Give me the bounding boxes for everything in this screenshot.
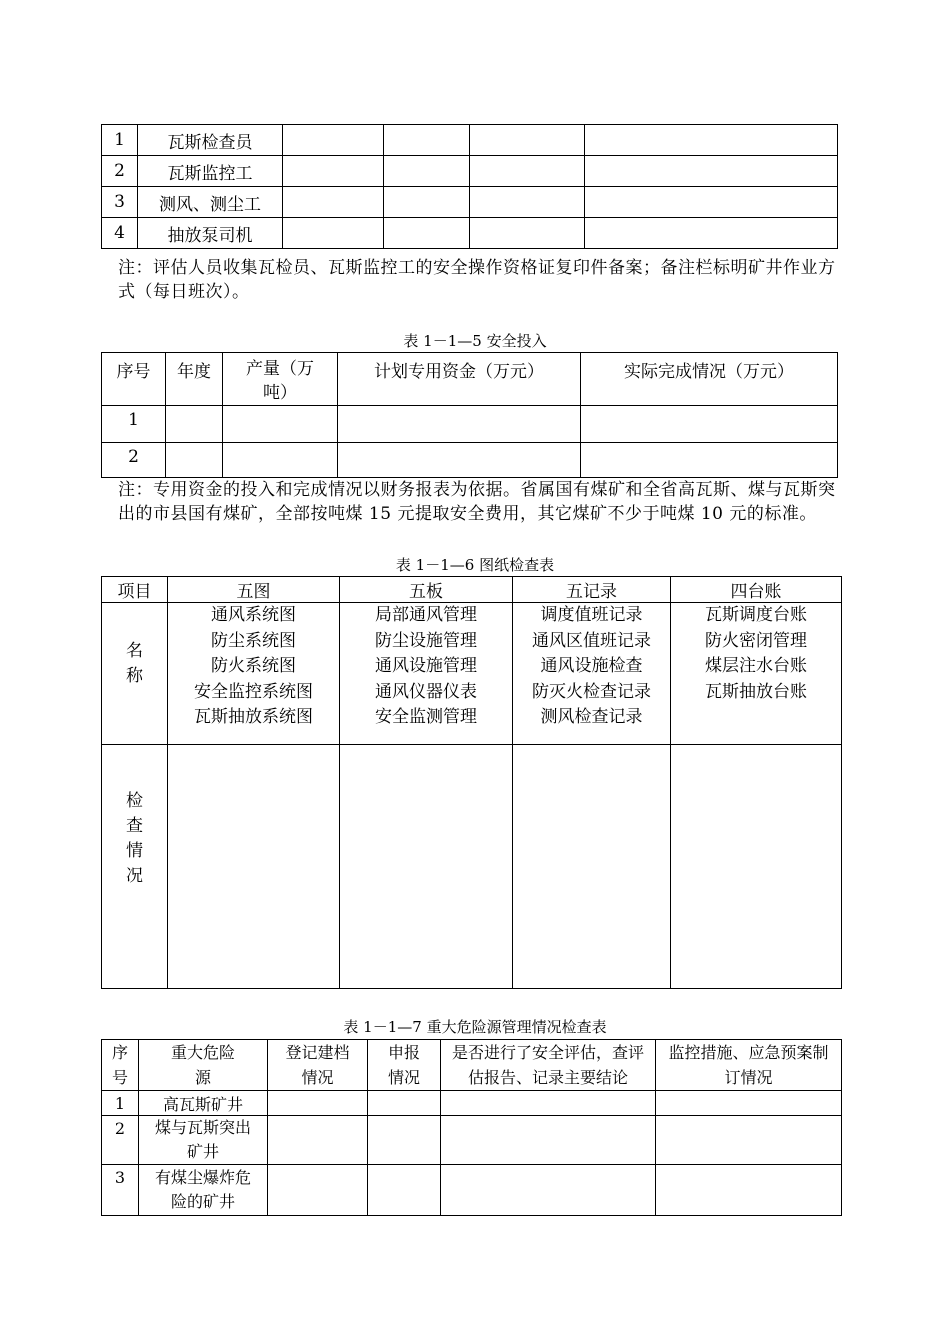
five-drawings-cell — [168, 603, 340, 745]
table-row — [102, 187, 838, 218]
table-row — [102, 218, 838, 249]
col-header: 重大危险源 — [139, 1040, 268, 1091]
list-item: 防火密闭管理 — [705, 630, 807, 651]
row-number: 3 — [102, 187, 138, 218]
hazard-table — [101, 1039, 842, 1216]
four-ledgers-cell — [671, 603, 842, 745]
role-cell: 测风、测尘工 — [138, 187, 283, 218]
row-number: 2 — [102, 1116, 139, 1165]
five-boards-cell — [340, 603, 513, 745]
col-header: 实际完成情况（万元） — [581, 353, 838, 406]
list-item: 瓦斯抽放台账 — [705, 681, 807, 702]
list-item: 通风区值班记录 — [532, 630, 651, 651]
col-header: 是否进行了安全评估，查评估报告、记录主要结论 — [441, 1040, 656, 1091]
table-row — [102, 406, 838, 443]
list-item: 防火系统图 — [211, 656, 296, 677]
table-header-row — [102, 1040, 842, 1091]
table-row — [102, 1165, 842, 1216]
hazard-source: 煤与瓦斯突出矿井 — [139, 1116, 268, 1165]
list-item: 防尘设施管理 — [375, 630, 477, 651]
check-label: 检查情况 — [102, 745, 168, 989]
names-row — [102, 603, 842, 745]
list-item: 测风检查记录 — [540, 707, 643, 728]
list-item: 防尘系统图 — [211, 630, 296, 651]
row-number: 1 — [102, 406, 166, 443]
col-header: 项目 — [102, 577, 168, 603]
investment-caption: 表 1－1—5 安全投入 — [403, 332, 547, 350]
row-number: 1 — [102, 125, 138, 156]
staff-note: 注：评估人员收集瓦检员、瓦斯监控工的安全操作资格证复印件备案；备注栏标明矿井作业方式（每日班次）。 — [118, 258, 836, 302]
list-item: 安全监控系统图 — [194, 681, 313, 702]
five-records-cell — [513, 603, 671, 745]
hazard-caption: 表 1－1—7 重大危险源管理情况检查表 — [343, 1018, 607, 1036]
table-row — [102, 156, 838, 187]
list-item: 通风系统图 — [211, 605, 296, 625]
row-number: 2 — [102, 443, 166, 478]
list-item: 防灭火检查记录 — [532, 681, 651, 702]
col-header: 申报情况 — [368, 1040, 441, 1091]
list-item: 煤层注水台账 — [705, 656, 807, 677]
col-header: 序号 — [102, 353, 166, 406]
list-item: 瓦斯抽放系统图 — [194, 707, 313, 728]
list-item: 通风仪器仪表 — [375, 681, 477, 702]
list-item: 局部通风管理 — [375, 605, 477, 625]
list-item: 通风设施管理 — [375, 656, 477, 677]
hazard-source: 高瓦斯矿井 — [139, 1091, 268, 1116]
col-header: 序号 — [102, 1040, 139, 1091]
col-header: 四台账 — [671, 577, 842, 603]
col-header: 五记录 — [513, 577, 671, 603]
list-item: 安全监测管理 — [375, 707, 477, 728]
list-item: 通风设施检查 — [540, 656, 643, 677]
col-header: 计划专用资金（万元） — [338, 353, 581, 406]
row-number: 1 — [102, 1091, 139, 1116]
table-row — [102, 125, 838, 156]
name-label: 名称 — [102, 603, 168, 745]
col-header: 五图 — [168, 577, 340, 603]
check-row — [102, 745, 842, 989]
drawing-check-table — [101, 576, 842, 989]
col-header: 产量（万吨） — [223, 353, 338, 406]
row-number: 2 — [102, 156, 138, 187]
table-row — [102, 443, 838, 478]
table-header-row — [102, 353, 838, 406]
list-item: 瓦斯调度台账 — [705, 605, 807, 625]
col-header: 五板 — [340, 577, 513, 603]
role-cell: 瓦斯监控工 — [138, 156, 283, 187]
role-cell: 瓦斯检查员 — [138, 125, 283, 156]
list-item: 调度值班记录 — [540, 605, 643, 625]
investment-note: 注：专用资金的投入和完成情况以财务报表为依据。省属国有煤矿和全省高瓦斯、煤与瓦斯突出的市县国有煤矿，全部按吨煤 15 元提取安全费用，其它煤矿不少于吨煤 10 元的标准。 — [118, 480, 836, 524]
investment-table — [101, 352, 838, 478]
col-header: 年度 — [166, 353, 223, 406]
hazard-source: 有煤尘爆炸危险的矿井 — [139, 1165, 268, 1216]
row-number: 4 — [102, 218, 138, 249]
col-header: 登记建档情况 — [268, 1040, 368, 1091]
row-number: 3 — [102, 1165, 139, 1216]
role-cell: 抽放泵司机 — [138, 218, 283, 249]
table-header-row — [102, 577, 842, 603]
table-row — [102, 1091, 842, 1116]
table-row — [102, 1116, 842, 1165]
staff-table — [101, 124, 838, 249]
col-header: 监控措施、应急预案制订情况 — [656, 1040, 842, 1091]
drawing-caption: 表 1－1—6 图纸检查表 — [395, 556, 555, 574]
